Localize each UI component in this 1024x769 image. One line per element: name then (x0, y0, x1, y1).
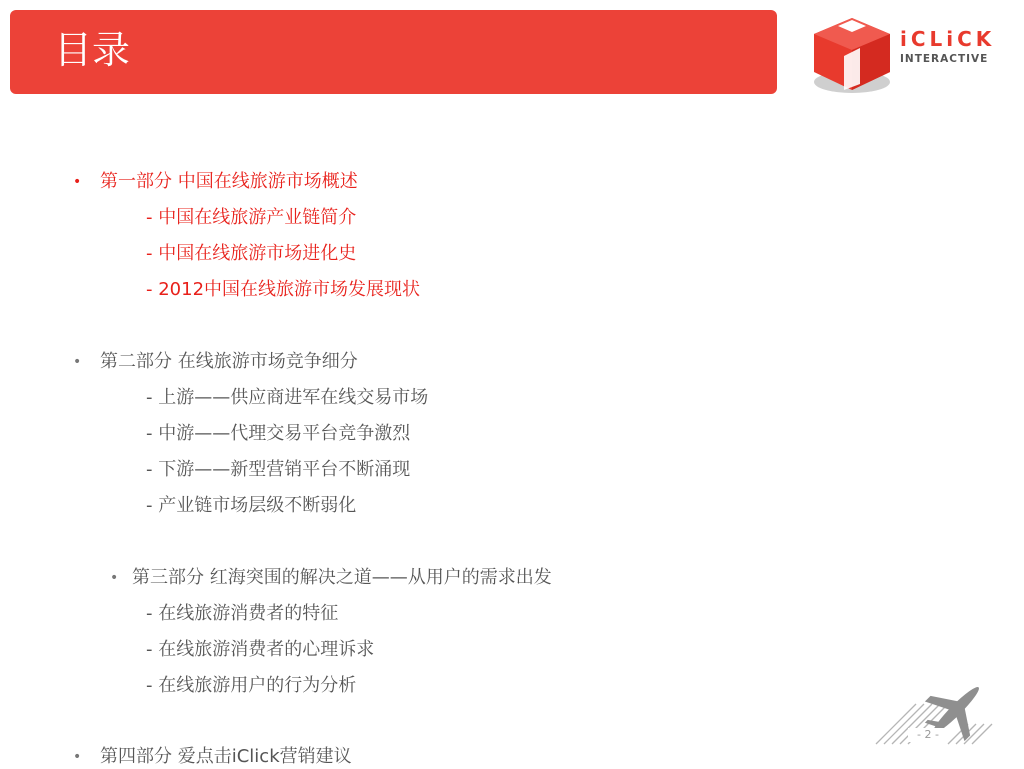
bullet-section-3: • (110, 570, 119, 586)
iclick-logo (808, 14, 1008, 98)
toc-item[interactable]: - 2012中国在线旅游市场发展现状 (146, 279, 421, 300)
logo-tagline-text: INTERACTIVE (900, 53, 989, 65)
toc-item[interactable]: - 下游——新型营销平台不断涌现 (146, 459, 411, 480)
toc-item[interactable]: - 在线旅游消费者的心理诉求 (146, 639, 375, 660)
toc-section-3-heading[interactable]: 第三部分 红海突围的解决之道——从用户的需求出发 (132, 567, 552, 588)
toc-item[interactable]: - 中国在线旅游产业链简介 (146, 207, 357, 228)
logo-brand-text: iCLiCK (900, 27, 996, 51)
toc-section-4-heading[interactable]: 第四部分 爱点击iClick营销建议 (100, 746, 352, 767)
toc-item[interactable]: - 上游——供应商进军在线交易市场 (146, 387, 429, 408)
bullet-section-2: • (73, 354, 82, 370)
bullet-section-1: • (73, 174, 82, 190)
toc-item[interactable]: - 产业链市场层级不断弱化 (146, 495, 357, 516)
toc-section-2-heading[interactable]: 第二部分 在线旅游市场竞争细分 (100, 351, 358, 372)
toc-item[interactable]: - 在线旅游消费者的特征 (146, 603, 339, 624)
page-title: 目录 (54, 28, 131, 72)
toc-item[interactable]: - 中游——代理交易平台竞争激烈 (146, 423, 411, 444)
toc-section-1-heading[interactable]: 第一部分 中国在线旅游市场概述 (100, 171, 358, 192)
title-bar (10, 10, 777, 94)
toc-item[interactable]: - 中国在线旅游市场进化史 (146, 243, 357, 264)
page-number: - 2 - (908, 728, 948, 742)
toc-item[interactable]: - 在线旅游用户的行为分析 (146, 675, 357, 696)
bullet-section-4: • (73, 749, 82, 765)
